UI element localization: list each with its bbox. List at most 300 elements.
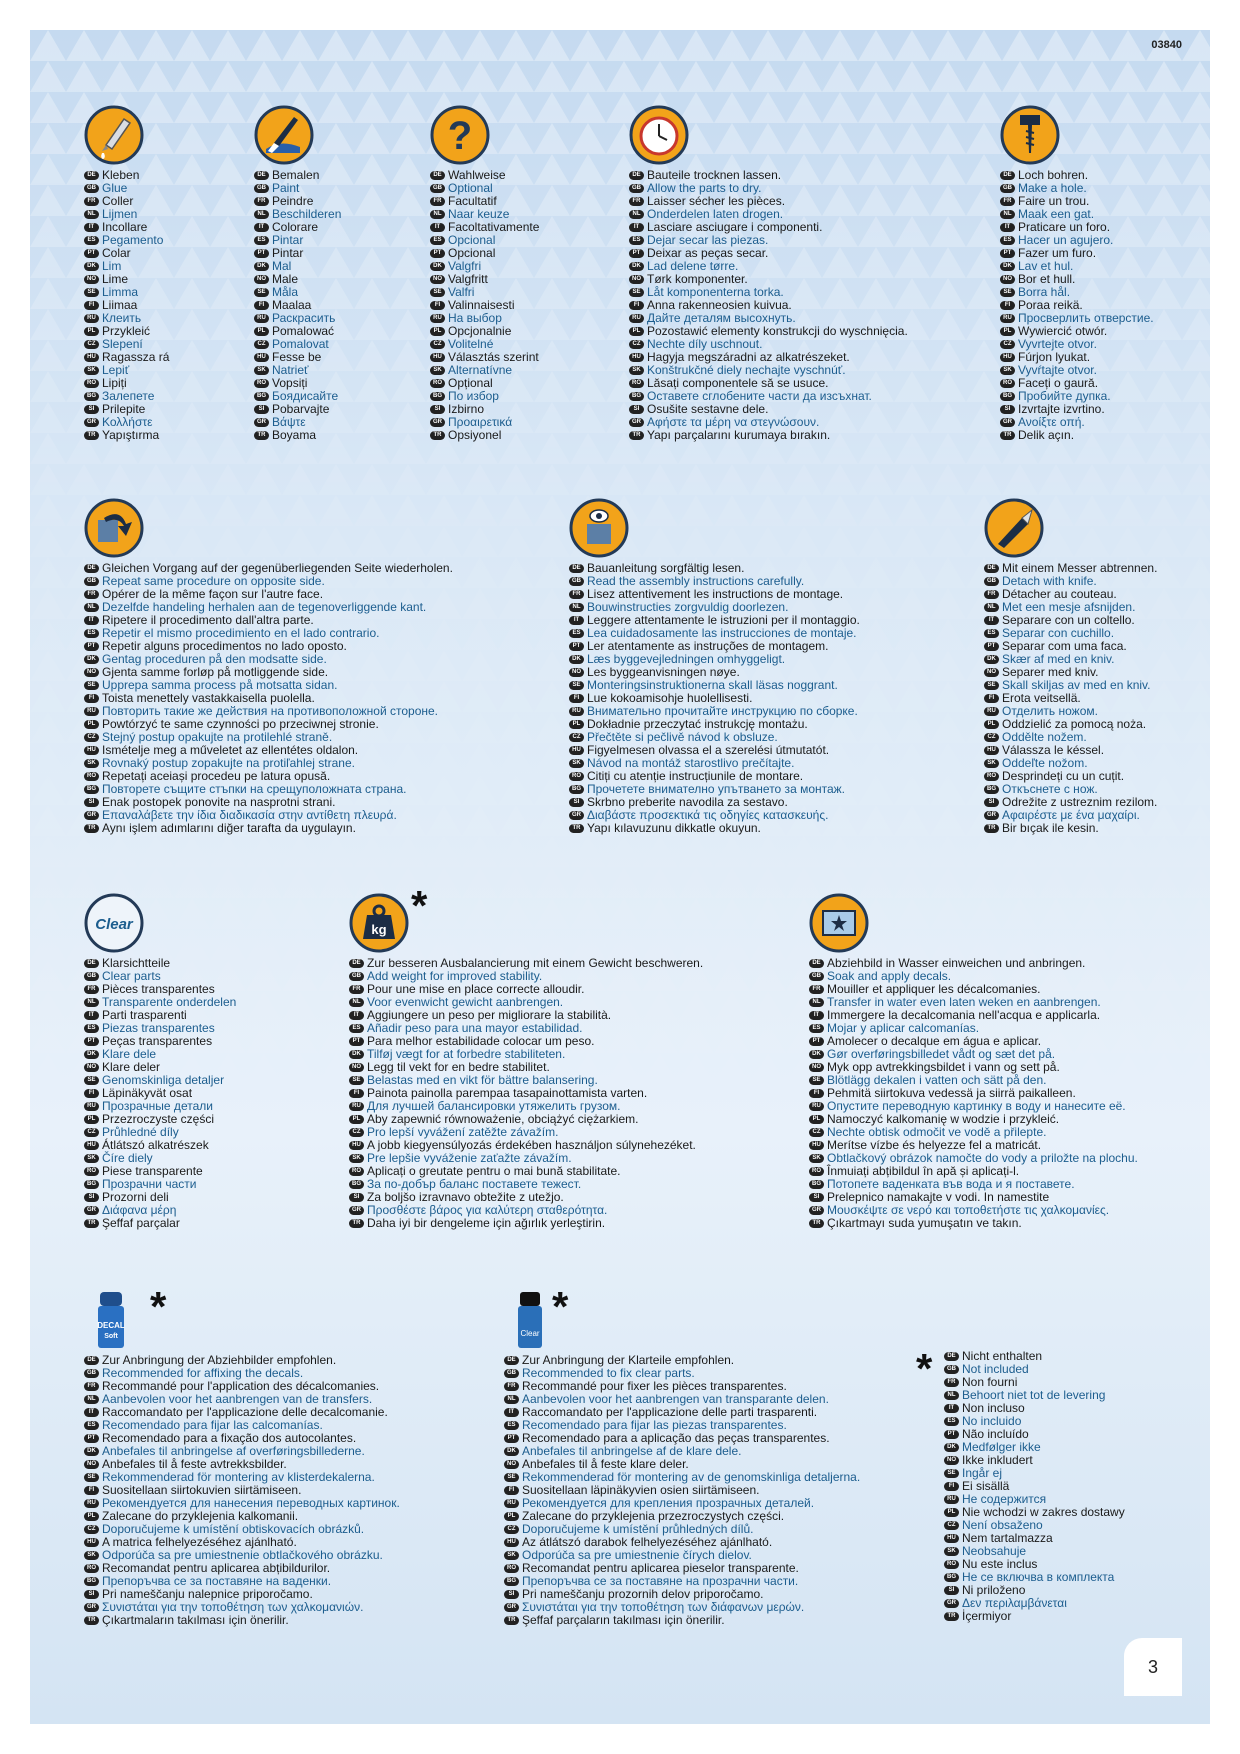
language-badge: RU — [84, 314, 99, 323]
translation-text: Ismételje meg a műveletet az ellentétes oldalon. — [102, 743, 359, 757]
translation-text: Yapı parçalarını kurumaya bırakın. — [647, 428, 831, 442]
language-badge: SI — [84, 1590, 99, 1599]
language-badge: FI — [84, 301, 99, 310]
translation-text: Nem tartalmazza — [962, 1531, 1053, 1545]
language-badge: DK — [569, 655, 584, 664]
language-badge: PT — [984, 642, 999, 651]
language-badge: DK — [1000, 262, 1015, 271]
translation-text: Transparente onderdelen — [102, 995, 237, 1009]
translation-text: Détacher au couteau. — [1002, 587, 1117, 601]
translation-text: Immergere la decalcomania nell'acqua e applicarla. — [827, 1008, 1101, 1022]
section-clear-parts — [84, 893, 236, 1230]
translation-row-pt — [254, 247, 341, 260]
language-badge: IT — [504, 1408, 519, 1417]
translation-text: Gentag proceduren på den modsatte side. — [102, 652, 327, 666]
translation-row-tr — [504, 1614, 860, 1627]
section-contacta-clear — [504, 1283, 861, 1627]
language-badge: GB — [84, 577, 99, 586]
translation-text: Tørk komponenter. — [647, 272, 748, 286]
translation-text: Az átlátszó darabok felhelyezéséhez ajánlható. — [522, 1535, 773, 1549]
language-badge: TR — [349, 1219, 364, 1228]
translation-text: Αφήστε τα μέρη να στεγνώσουν. — [647, 415, 820, 429]
language-badge: FI — [84, 694, 99, 703]
translation-text: Anbefales til å feste avtrekksbilder. — [102, 1457, 287, 1471]
language-badge: SI — [430, 405, 445, 414]
language-badge: GR — [569, 811, 584, 820]
translation-row-no — [430, 273, 539, 286]
language-badge: SE — [430, 288, 445, 297]
language-badge: HU — [944, 1534, 959, 1543]
translation-text: Bemalen — [272, 168, 320, 182]
language-badge: PT — [349, 1037, 364, 1046]
language-badge: RU — [84, 1102, 99, 1111]
translation-text: Not included — [962, 1362, 1029, 1376]
translation-text: Dezelfde handeling herhalen aan de tegenoverliggende kant. — [102, 600, 427, 614]
translation-text: Залепете — [102, 389, 155, 403]
language-badge: NO — [809, 1063, 824, 1072]
language-badge: IT — [629, 223, 644, 232]
translation-text: Не се включва в комплекта — [962, 1570, 1115, 1584]
language-badge: TR — [629, 431, 644, 440]
translation-text: Válassza le késsel. — [1002, 743, 1105, 757]
translation-text: Çıkartmaların takılması için önerilir. — [102, 1613, 289, 1627]
language-badge: GB — [809, 972, 824, 981]
language-badge: PL — [254, 327, 269, 336]
language-badge: SE — [84, 1076, 99, 1085]
translation-text: Yapı kılavuzunu dikkatle okuyun. — [587, 821, 761, 835]
translation-text: Facultatif — [448, 194, 497, 208]
language-badge: NO — [984, 668, 999, 677]
language-badge: FI — [569, 694, 584, 703]
translation-text: Ni priloženo — [962, 1583, 1026, 1597]
language-badge: IT — [84, 616, 99, 625]
translation-text: Κολλήστε — [102, 415, 153, 429]
language-badge: GB — [84, 972, 99, 981]
language-badge: DE — [430, 171, 445, 180]
language-badge: FR — [809, 985, 824, 994]
language-badge: RO — [569, 772, 584, 781]
translation-text: Nu este inclus — [962, 1557, 1038, 1571]
translation-text: Αφαιρέστε με ένα μαχαίρι. — [1002, 808, 1140, 822]
language-badge: NL — [84, 1395, 99, 1404]
translation-text: Opcional — [448, 246, 496, 260]
language-badge: IT — [84, 223, 99, 232]
translation-row-tr — [84, 1217, 236, 1230]
translation-text: Parti trasparenti — [102, 1008, 187, 1022]
language-badge: RO — [984, 772, 999, 781]
language-badge: DK — [629, 262, 644, 271]
language-badge: FI — [944, 1482, 959, 1491]
asterisk-mark: * — [411, 882, 428, 929]
language-badge: HU — [629, 353, 644, 362]
translation-text: Aanbevolen voor het aanbrengen van de transfers. — [102, 1392, 373, 1406]
translation-text: Pomalovat — [272, 337, 329, 351]
translation-text: Pegamento — [102, 233, 164, 247]
language-badge: HU — [84, 1538, 99, 1547]
language-badge: PL — [629, 327, 644, 336]
language-badge: DE — [809, 959, 824, 968]
language-badge: PT — [84, 249, 99, 258]
translation-text: Prozorni deli — [102, 1190, 169, 1204]
translation-text: Pozostawić elementy konstrukcji do wyschnięcia. — [647, 324, 908, 338]
translation-text: Aggiungere un peso per migliorare la stabilità. — [367, 1008, 612, 1022]
translation-text: Препоръчва се за поставяне на ваденки. — [102, 1574, 332, 1588]
language-badge: HU — [569, 746, 584, 755]
language-badge: SK — [84, 366, 99, 375]
translation-text: Alternatívne — [448, 363, 513, 377]
language-badge: DK — [84, 262, 99, 271]
translation-text: Пробийте дупка. — [1018, 389, 1111, 403]
language-badge: NO — [430, 275, 445, 284]
translation-text: Odporúča sa pre umiestnenie obtlačkového obrázku. — [102, 1548, 383, 1562]
translation-text: A matrica felhelyezéséhez ajánlható. — [102, 1535, 297, 1549]
language-badge: HU — [349, 1141, 364, 1150]
translation-text: Paint — [272, 181, 300, 195]
translation-text: Rovnaký postup zopakujte na protiľahlej strane. — [102, 756, 355, 770]
translation-text: Separare con un coltello. — [1002, 613, 1135, 627]
language-badge: SK — [254, 366, 269, 375]
translation-text: Read the assembly instructions carefully. — [587, 574, 805, 588]
translation-text: Suositellaan läpinäkyvien osien siirtämiseen. — [522, 1483, 760, 1497]
translation-text: Bauanleitung sorgfältig lesen. — [587, 561, 745, 575]
language-badge: ES — [84, 1024, 99, 1033]
language-badge: NL — [984, 603, 999, 612]
language-badge: FR — [349, 985, 364, 994]
language-badge: SE — [84, 1473, 99, 1482]
language-badge: DE — [84, 564, 99, 573]
language-badge: ES — [84, 236, 99, 245]
translation-text: Beschilderen — [272, 207, 342, 221]
page-number: 3 — [1124, 1638, 1182, 1696]
language-badge: CZ — [1000, 340, 1015, 349]
language-badge: SE — [84, 288, 99, 297]
translation-text: Потопете ваденката във вода и я поставете. — [827, 1177, 1075, 1191]
language-badge: ES — [629, 236, 644, 245]
language-badge: RO — [84, 772, 99, 781]
language-badge: PL — [84, 1512, 99, 1521]
language-badge: PT — [84, 1037, 99, 1046]
translation-text: Gleichen Vorgang auf der gegenüberliegenden Seite wiederholen. — [102, 561, 453, 575]
translation-text: Vyvŕtajte otvor. — [1018, 363, 1097, 377]
language-badge: GB — [944, 1365, 959, 1374]
language-badge: ES — [809, 1024, 824, 1033]
language-badge: GB — [984, 577, 999, 586]
translation-text: Citiți cu atenție instrucțiunile de montare. — [587, 769, 804, 783]
language-badge: SK — [84, 1551, 99, 1560]
language-badge: PL — [84, 327, 99, 336]
translation-row-pt — [84, 247, 169, 260]
language-badge: BG — [84, 1577, 99, 1586]
translation-text: Namoczyć kalkomanię w wodzie i przykleić. — [827, 1112, 1060, 1126]
translation-text: Tilføj vægt for at forbedre stabiliteten. — [367, 1047, 566, 1061]
language-badge: IT — [349, 1011, 364, 1020]
language-badge: GR — [430, 418, 445, 427]
language-badge: SE — [809, 1076, 824, 1085]
translation-text: Incollare — [102, 220, 148, 234]
language-badge: SE — [629, 288, 644, 297]
language-badge: FR — [569, 590, 584, 599]
language-badge: SE — [504, 1473, 519, 1482]
translation-text: Опустите переводную картинку в воду и нанесите её. — [827, 1099, 1126, 1113]
language-badge: PL — [84, 1115, 99, 1124]
translation-text: Şeffaf parçaların takılması için önerilir. — [522, 1613, 725, 1627]
translation-text: Prelepnico namakajte v vodi. In namestite — [827, 1190, 1050, 1204]
translation-text: Lijmen — [102, 207, 138, 221]
translation-text: Není obsaženo — [962, 1518, 1043, 1532]
translation-text: Colar — [102, 246, 131, 260]
translation-text: Opcjonalnie — [448, 324, 512, 338]
language-badge: GR — [84, 1603, 99, 1612]
language-badge: BG — [84, 785, 99, 794]
language-badge: SE — [569, 681, 584, 690]
translation-text: İçermiyor — [962, 1609, 1012, 1623]
language-badge: GB — [430, 184, 445, 193]
translation-text: Şeffaf parçalar — [102, 1216, 180, 1230]
language-badge: BG — [430, 392, 445, 401]
translation-text: Clear parts — [102, 969, 161, 983]
language-badge: RO — [809, 1167, 824, 1176]
language-badge: FR — [84, 985, 99, 994]
translation-text: Liimaa — [102, 298, 138, 312]
translation-text: Onderdelen laten drogen. — [647, 207, 784, 221]
language-badge: FR — [629, 197, 644, 206]
language-badge: SI — [984, 798, 999, 807]
translation-text: Wywiercić otwór. — [1018, 324, 1108, 338]
translation-text: Μουσκέψτε σε νερό και τοποθετήστε τις χαλκομανίες. — [827, 1203, 1110, 1217]
language-badge: TR — [84, 431, 99, 440]
language-badge: NL — [1000, 210, 1015, 219]
language-badge: RO — [629, 379, 644, 388]
language-badge: FI — [1000, 301, 1015, 310]
language-badge: HU — [1000, 353, 1015, 362]
translation-text: Valgfritt — [448, 272, 488, 286]
language-badge: PT — [629, 249, 644, 258]
language-badge: TR — [254, 431, 269, 440]
translation-text: Skrbno preberite navodila za sestavo. — [587, 795, 788, 809]
translation-text: Ragassza rá — [102, 350, 170, 364]
translation-text: Não incluído — [962, 1427, 1029, 1441]
translation-text: Glue — [102, 181, 128, 195]
instruction-sheet — [30, 30, 1210, 1724]
translation-text: Pri nameščanju prozornih delov priporočamo. — [522, 1587, 764, 1601]
language-badge: HU — [84, 1141, 99, 1150]
translation-text: Lisez attentivement les instructions de montage. — [587, 587, 844, 601]
translation-text: Leggere attentamente le istruzioni per il montaggio. — [587, 613, 860, 627]
translation-text: Kleben — [102, 168, 140, 182]
section-repeat — [84, 498, 453, 835]
translation-text: Repetați aceiași procedeu pe latura opusă. — [102, 769, 331, 783]
language-badge: BG — [504, 1577, 519, 1586]
language-badge: FR — [984, 590, 999, 599]
translation-text: За по-добър баланс поставете тежест. — [367, 1177, 582, 1191]
translation-text: Natrieť — [272, 363, 309, 377]
translation-text: Opérer de la même façon sur l'autre face. — [102, 587, 324, 601]
translation-text: Συνιστάται για την τοποθέτηση των χαλκομανιών. — [102, 1600, 364, 1614]
language-badge: PL — [984, 720, 999, 729]
language-badge: ES — [430, 236, 445, 245]
translation-text: Pour une mise en place correcte alloudir. — [367, 982, 585, 996]
language-badge: NO — [254, 275, 269, 284]
translation-text: Συνιστάται για την τοποθέτηση των διάφανων μερών. — [522, 1600, 805, 1614]
language-badge: PL — [430, 327, 445, 336]
translation-text: Lea cuidadosamente las instrucciones de montaje. — [587, 626, 857, 640]
language-badge: NL — [84, 210, 99, 219]
translation-text: Oddělte nožem. — [1002, 730, 1087, 744]
language-badge: RO — [254, 379, 269, 388]
language-badge: SE — [254, 288, 269, 297]
translation-text: Przezroczyste części — [102, 1112, 215, 1126]
language-badge: DE — [504, 1356, 519, 1365]
language-badge: FI — [984, 694, 999, 703]
language-badge: HU — [809, 1141, 824, 1150]
language-badge: IT — [1000, 223, 1015, 232]
language-badge: SI — [629, 405, 644, 414]
translation-text: Recommandé pour l'application des décalcomanies. — [102, 1379, 380, 1393]
translation-row-tr — [944, 1610, 1125, 1623]
translation-text: Piezas transparentes — [102, 1021, 215, 1035]
translation-text: Valfri — [448, 285, 475, 299]
language-badge: CZ — [809, 1128, 824, 1137]
language-badge: RO — [944, 1560, 959, 1569]
language-badge: PT — [84, 1434, 99, 1443]
language-badge: RO — [84, 1564, 99, 1573]
translation-text: Pre lepšie vyváženie zaťažte závažím. — [367, 1151, 572, 1165]
translation-text: Raccomandato per l'applicazione delle parti trasparenti. — [522, 1405, 818, 1419]
section-weight — [349, 882, 704, 1230]
translation-text: Fúrjon lyukat. — [1018, 350, 1091, 364]
translation-text: Låt komponenterna torka. — [647, 285, 784, 299]
language-badge: BG — [349, 1180, 364, 1189]
language-badge: FR — [84, 590, 99, 599]
section-knife — [984, 498, 1157, 835]
translation-text: Διάφανα μέρη — [102, 1203, 177, 1217]
language-badge: DE — [254, 171, 269, 180]
language-badge: PT — [809, 1037, 824, 1046]
language-badge: IT — [944, 1404, 959, 1413]
translation-text: Oddeľte nožom. — [1002, 756, 1088, 770]
translation-text: Nie wchodzi w zakres dostawy — [962, 1505, 1125, 1519]
language-badge: SE — [349, 1076, 364, 1085]
language-badge: CZ — [84, 1128, 99, 1137]
language-badge: FI — [629, 301, 644, 310]
translation-text: Zur besseren Ausbalancierung mit einem Gewicht beschweren. — [367, 956, 704, 970]
translation-text: Раскрасить — [272, 311, 336, 325]
language-badge: HU — [504, 1538, 519, 1547]
translation-text: Zalecane do przyklejenia kalkomanii. — [102, 1509, 299, 1523]
language-badge: RU — [809, 1102, 824, 1111]
translation-text: Anbefales til anbringelse af overføringsbillederne. — [102, 1444, 365, 1458]
translation-text: Dokładnie przeczytać instrukcję montażu. — [587, 717, 808, 731]
translation-text: Konštrukčné diely nechajte vyschnúť. — [647, 363, 846, 377]
language-badge: PT — [944, 1430, 959, 1439]
language-badge: GB — [84, 1369, 99, 1378]
language-badge: GR — [349, 1206, 364, 1215]
language-badge: FI — [254, 301, 269, 310]
translation-text: Mouiller et appliquer les décalcomanies. — [827, 982, 1041, 996]
language-badge: SI — [84, 1193, 99, 1202]
translation-text: Recomendado para fijar las calcomanías. — [102, 1418, 323, 1432]
paint-brush-icon — [254, 105, 314, 165]
translation-text: Non fourni — [962, 1375, 1018, 1389]
translation-text: Praticare un foro. — [1018, 220, 1111, 234]
translation-text: Repeat same procedure on opposite side. — [102, 574, 325, 588]
translation-row-tr — [84, 822, 453, 835]
translation-row-tr — [809, 1217, 1138, 1230]
language-badge: SI — [349, 1193, 364, 1202]
language-badge: RU — [504, 1499, 519, 1508]
translation-text: Make a hole. — [1018, 181, 1087, 195]
language-badge: PL — [809, 1115, 824, 1124]
language-badge: FI — [504, 1486, 519, 1495]
translation-row-tr — [569, 822, 860, 835]
language-badge: RO — [84, 379, 99, 388]
translation-text: Anna rakenneosien kuivua. — [647, 298, 792, 312]
language-badge: DK — [430, 262, 445, 271]
translation-text: Recomendado para a fixação dos autocolantes. — [102, 1431, 357, 1445]
translation-text: Pobarvajte — [272, 402, 330, 416]
language-badge: GB — [1000, 184, 1015, 193]
translation-text: Anbefales til anbringelse af de klare dele. — [522, 1444, 742, 1458]
language-badge: NL — [809, 998, 824, 1007]
language-badge: RU — [84, 707, 99, 716]
language-badge: BG — [984, 785, 999, 794]
translation-text: Nechte obtisk odmočit ve vodě a přilepte. — [827, 1125, 1047, 1139]
language-badge: RU — [430, 314, 445, 323]
translation-text: Nicht enthalten — [962, 1349, 1043, 1363]
language-badge: GR — [84, 811, 99, 820]
translation-text: Måla — [272, 285, 299, 299]
language-badge: BG — [1000, 392, 1015, 401]
soft-label: Soft — [104, 1333, 118, 1340]
language-badge: DK — [84, 1447, 99, 1456]
language-badge: IT — [84, 1011, 99, 1020]
language-badge: NO — [84, 668, 99, 677]
language-badge: SE — [84, 681, 99, 690]
translation-text: Add weight for improved stability. — [367, 969, 543, 983]
translation-text: Recommandé pour fixer les pièces transparentes. — [522, 1379, 787, 1393]
language-badge: DE — [984, 564, 999, 573]
language-badge: PT — [1000, 249, 1015, 258]
language-badge: DE — [629, 171, 644, 180]
translation-text: Upprepa samma process på motsatta sidan. — [102, 678, 338, 692]
language-badge: GR — [944, 1599, 959, 1608]
translation-text: Lime — [102, 272, 129, 286]
language-badge: HU — [254, 353, 269, 362]
translation-text: Enak postopek ponovite na nasprotni strani. — [102, 795, 336, 809]
language-badge: SI — [1000, 405, 1015, 414]
translation-text: Myk opp avtrekkingsbildet i vann og sett på. — [827, 1060, 1060, 1074]
translation-text: Odporúča sa pre umiestnenie čírych dielov. — [522, 1548, 752, 1562]
decal-water-icon — [809, 893, 869, 953]
language-badge: RO — [504, 1564, 519, 1573]
section-drill — [1000, 105, 1154, 442]
translation-text: Mal — [272, 259, 292, 273]
language-badge: BG — [629, 392, 644, 401]
language-badge: NL — [569, 603, 584, 612]
language-badge: SE — [1000, 288, 1015, 297]
clear-label: Clear — [95, 916, 133, 933]
translation-text: Rekommenderad för montering av de genomskinliga detaljerna. — [522, 1470, 861, 1484]
translation-text: Borra hål. — [1018, 285, 1071, 299]
translation-text: Pehmitä siirtokuva vedessä ja siirrä paikalleen. — [827, 1086, 1076, 1100]
language-badge: NL — [84, 998, 99, 1007]
section-glue — [84, 105, 169, 442]
language-badge: RO — [84, 1167, 99, 1176]
translation-text: Genomskinliga detaljer — [102, 1073, 225, 1087]
language-badge: TR — [1000, 431, 1015, 440]
translation-text: Repetir el mismo procedimiento en el lado contrario. — [102, 626, 380, 640]
language-badge: ES — [569, 629, 584, 638]
